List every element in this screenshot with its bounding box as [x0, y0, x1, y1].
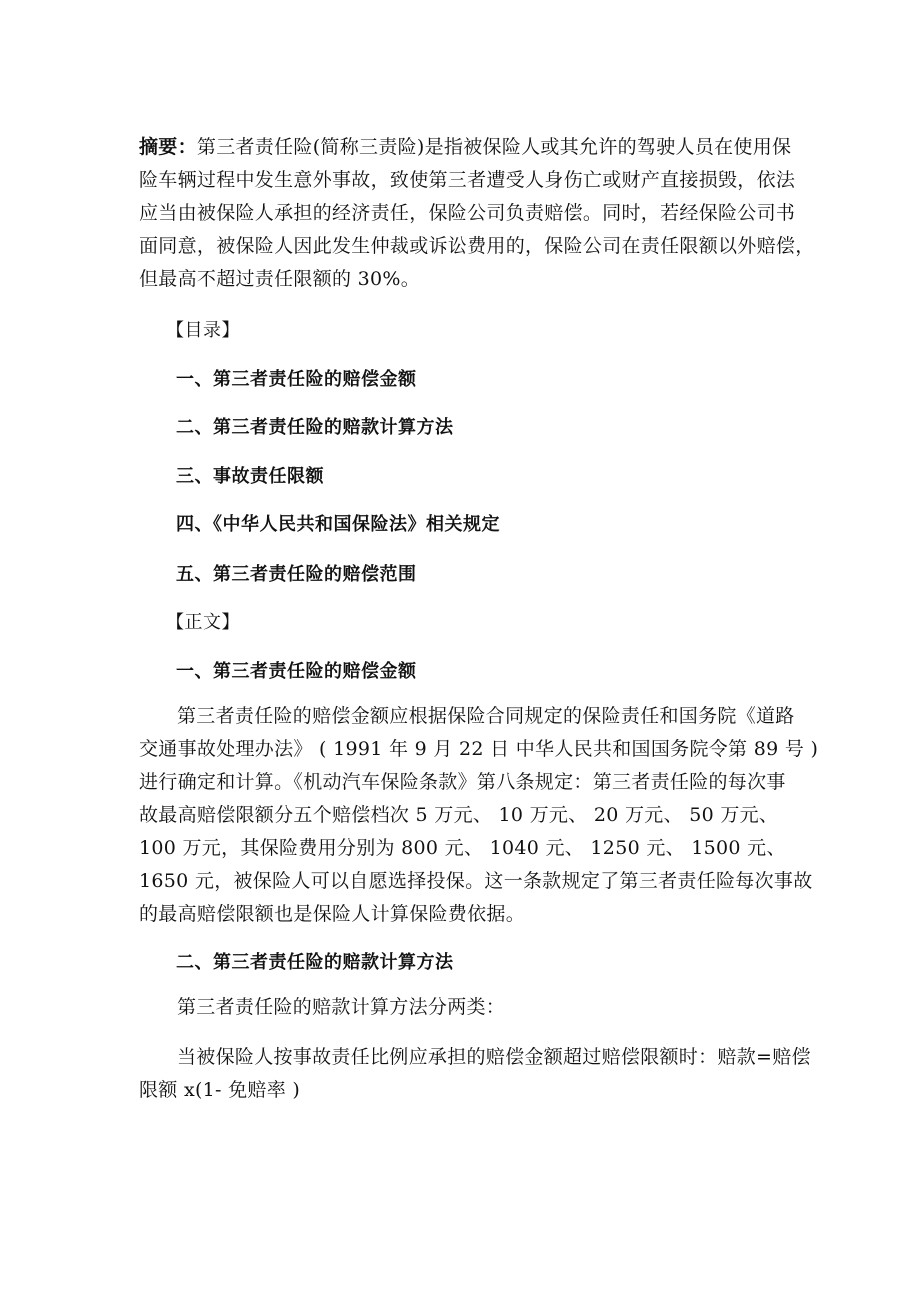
paragraph-line: 第三者责任险的赔款计算方法分两类：	[177, 996, 506, 1018]
abstract-line: 摘要：第三者责任险(简称三责险)是指被保险人或其允许的驾驶人员在使用保	[139, 136, 792, 158]
toc-title: 【目录】	[166, 320, 240, 341]
section1-heading: 一、第三者责任险的赔偿金额	[176, 661, 417, 682]
paragraph-line: 故最高赔偿限额分五个赔偿档次 5 万元、 10 万元、 20 万元、 50 万元、	[139, 804, 779, 826]
section2-heading: 二、第三者责任险的赔款计算方法	[176, 952, 454, 973]
abstract-paragraph	[139, 131, 815, 296]
abstract-label: 摘要：	[139, 136, 197, 158]
body-title: 【正文】	[166, 612, 240, 633]
toc-item-2: 二、第三者责任险的赔款计算方法	[176, 417, 454, 438]
paragraph-line: 100 万元，其保险费用分别为 800 元、 1040 元、 1250 元、 1500 元、	[139, 837, 786, 859]
paragraph-line: 限额 x(1- 免赔率 )	[139, 1079, 301, 1101]
paragraph-line: 交通事故处理办法》 ( 1991 年 9 月 22 日 中华人民共和国国务院令第 89 号 )	[139, 738, 819, 760]
abstract-line: 但最高不超过责任限额的 30%。	[139, 268, 421, 290]
toc-item-3: 三、事故责任限额	[176, 466, 324, 487]
section1-paragraph	[139, 700, 819, 931]
section2-formula-paragraph	[139, 1041, 811, 1107]
paragraph-line: 1650 元，被保险人可以自愿选择投保。这一条款规定了第三者责任险每次事故	[139, 870, 813, 892]
paragraph-line: 的最高赔偿限额也是保险人计算保险费依据。	[139, 903, 526, 925]
abstract-line: 应当由被保险人承担的经济责任，保险公司负责赔偿。同时，若经保险公司书	[139, 202, 796, 224]
abstract-line: 险车辆过程中发生意外事故，致使第三者遭受人身伤亡或财产直接损毁，依法	[139, 169, 796, 191]
paragraph-line: 进行确定和计算。《机动汽车保险条款》第八条规定：第三者责任险的每次事	[139, 771, 786, 793]
paragraph-line: 当被保险人按事故责任比例应承担的赔偿金额超过赔偿限额时：赔款=赔偿	[177, 1046, 811, 1068]
paragraph-line: 第三者责任险的赔偿金额应根据保险合同规定的保险责任和国务院《道路	[177, 705, 795, 727]
toc-item-5: 五、第三者责任险的赔偿范围	[176, 564, 417, 585]
toc-item-4: 四、《中华人民共和国保险法》相关规定	[176, 514, 500, 535]
toc-item-1: 一、第三者责任险的赔偿金额	[176, 369, 417, 390]
abstract-line: 面同意，被保险人因此发生仲裁或诉讼费用的，保险公司在责任限额以外赔偿，	[139, 235, 815, 257]
section2-intro	[139, 991, 789, 1024]
